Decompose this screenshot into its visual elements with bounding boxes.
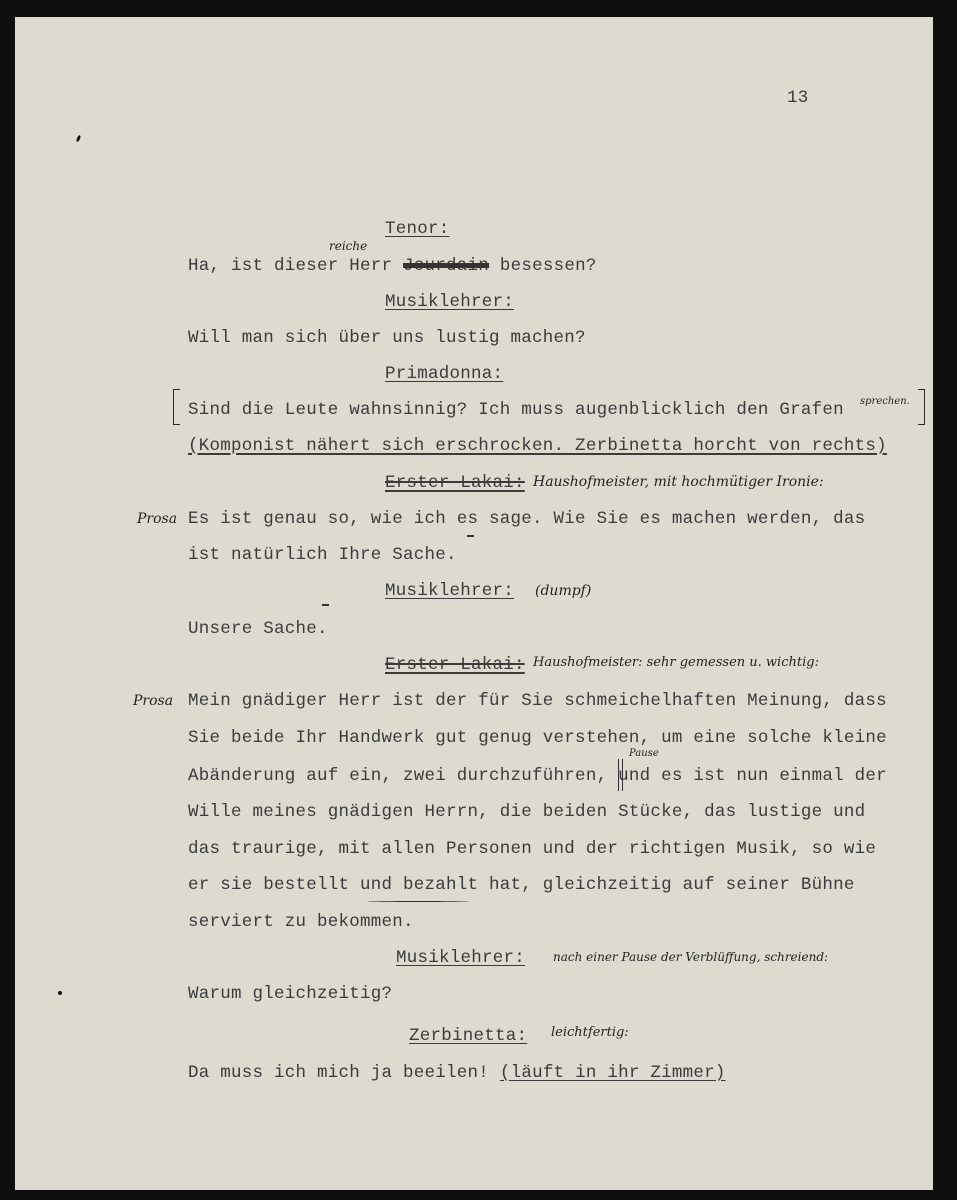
lakai-line-2f: er sie bestellt und bezahlt hat, gleichzeitig auf seiner Bühne	[188, 875, 855, 895]
lakai-line-2e: das traurige, mit allen Personen und der richtigen Musik, so wie	[188, 839, 877, 859]
bracket-right	[918, 389, 925, 425]
handwritten-note-dumpf: (dumpf)	[535, 583, 592, 599]
lakai-line-2c: Abänderung auf ein, zwei durchzuführen, und es ist nun einmal der	[188, 766, 887, 786]
handwritten-note-haushofmeister-2: Haushofmeister: sehr gemessen u. wichtig:	[533, 655, 819, 670]
handwritten-insert-sprechen: sprechen.	[860, 396, 910, 407]
pencil-underline-bezahlt	[367, 901, 469, 902]
speaker-primadonna: Primadonna:	[385, 364, 504, 384]
zerbinetta-line	[188, 1063, 726, 1083]
speaker-tenor: Tenor:	[385, 219, 450, 239]
musiklehrer-line-2: Unsere Sache.	[188, 619, 328, 639]
zerbinetta-line-text: Da muss ich mich ja beeilen!	[188, 1063, 500, 1083]
lakai-line-2d: Wille meines gnädigen Herrn, die beiden Stücke, das lustige und	[188, 802, 866, 822]
lakai-line-2a: Mein gnädiger Herr ist der für Sie schmeichelhaften Meinung, dass	[188, 691, 887, 711]
pencil-stress-mark	[467, 535, 474, 537]
lakai-line-1b: ist natürlich Ihre Sache.	[188, 545, 457, 565]
speaker-zerbinetta: Zerbinetta:	[409, 1026, 528, 1046]
musiklehrer-line-3: Warum gleichzeitig?	[188, 984, 393, 1004]
handwritten-note-leichtfertig: leichtfertig:	[551, 1025, 629, 1040]
bracket-left	[173, 389, 180, 425]
handwritten-insert-reiche: reiche	[329, 239, 368, 253]
speaker-erster-lakai-1: Erster Lakai:	[385, 473, 525, 493]
tenor-line-end: besessen?	[489, 256, 597, 276]
musiklehrer-line-1: Will man sich über uns lustig machen?	[188, 328, 586, 348]
speaker-musiklehrer-3: Musiklehrer:	[396, 948, 526, 968]
margin-note-prosa-2: Prosa	[133, 693, 174, 709]
margin-mark-top	[76, 135, 82, 143]
tenor-crossed-word: Jourdain	[403, 256, 490, 276]
document-page	[15, 17, 933, 1190]
handwritten-note-haushofmeister-1: Haushofmeister, mit hochmütiger Ironie:	[533, 474, 824, 490]
primadonna-line: Sind die Leute wahnsinnig? Ich muss augenblicklich den Grafen	[188, 400, 844, 420]
margin-mark-bottom	[58, 991, 62, 995]
zerbinetta-stage-direction: (läuft in ihr Zimmer)	[499, 1063, 726, 1083]
handwritten-insert-pause: Pause	[629, 748, 659, 759]
pencil-insertion-mark-2	[622, 759, 623, 791]
lakai-line-2g: serviert zu bekommen.	[188, 912, 414, 932]
page-number: 13	[787, 88, 809, 108]
tenor-line	[188, 256, 597, 276]
tenor-line-start: Ha, ist dieser Herr	[188, 256, 404, 276]
margin-note-prosa-1: Prosa	[137, 511, 178, 527]
lakai-line-1a: Es ist genau so, wie ich es sage. Wie Sie es machen werden, das	[188, 509, 866, 529]
speaker-musiklehrer-2: Musiklehrer:	[385, 581, 515, 601]
pencil-insertion-mark	[618, 759, 619, 791]
lakai-line-2b: Sie beide Ihr Handwerk gut genug verstehen, um eine solche kleine	[188, 728, 887, 748]
handwritten-note-verbluffung: nach einer Pause der Verblüffung, schreiend:	[553, 950, 829, 964]
speaker-musiklehrer-1: Musiklehrer:	[385, 292, 515, 312]
stage-direction-komponist: (Komponist nähert sich erschrocken. Zerbinetta horcht von rechts)	[188, 436, 887, 456]
pencil-stress-mark-2	[322, 604, 329, 606]
speaker-erster-lakai-2: Erster Lakai:	[385, 655, 525, 675]
